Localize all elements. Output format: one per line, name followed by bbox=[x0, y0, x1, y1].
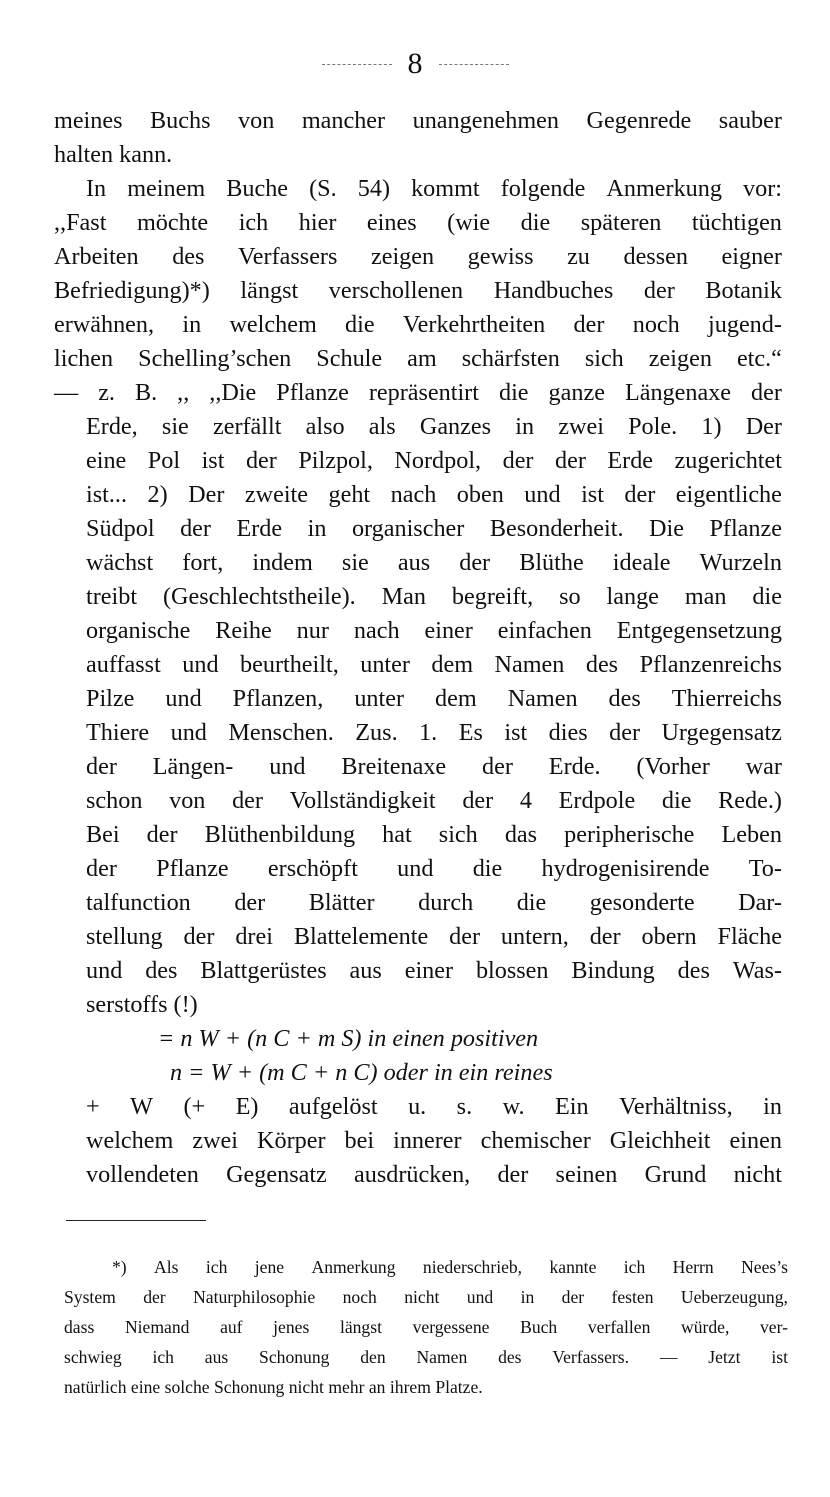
text-line: Pilze und Pflanzen, unter dem Namen des Thierreichs bbox=[86, 685, 782, 712]
text-line: Erde, sie zerfällt also als Ganzes in zwei Pole. 1) Der bbox=[86, 413, 782, 440]
text-line: stellung der drei Blattelemente der untern, der obern Fläche bbox=[86, 923, 782, 950]
footnote bbox=[64, 1252, 788, 1402]
text-line: + W (+ E) aufgelöst u. s. w. Ein Verhältniss, in bbox=[86, 1093, 782, 1120]
text-line: ist... 2) Der zweite geht nach oben und ist der eigentliche bbox=[86, 481, 782, 508]
text-line: meines Buchs von mancher unangenehmen Gegenrede sauber bbox=[54, 107, 782, 134]
footnote-divider bbox=[66, 1220, 206, 1221]
text-line: serstoffs (!) bbox=[86, 991, 198, 1018]
page-number: 8 bbox=[407, 47, 423, 80]
text-line: eine Pol ist der Pilzpol, Nordpol, der der Erde zugerichtet bbox=[86, 447, 782, 474]
page-header bbox=[0, 46, 830, 82]
text-line: talfunction der Blätter durch die gesonderte Dar- bbox=[86, 889, 782, 916]
text-line: erwähnen, in welchem die Verkehrtheiten der noch jugend- bbox=[54, 311, 782, 338]
header-rule-left bbox=[322, 64, 392, 65]
text-line: auffasst und beurtheilt, unter dem Namen des Pflanzenreichs bbox=[86, 651, 782, 678]
main-text bbox=[54, 104, 782, 1192]
text-line: treibt (Geschlechtstheile). Man begreift, so lange man die bbox=[86, 583, 782, 610]
text-line: lichen Schelling’schen Schule am schärfsten sich zeigen etc.“ bbox=[54, 345, 782, 372]
text-line: Bei der Blüthenbildung hat sich das peripherische Leben bbox=[86, 821, 782, 848]
text-line: Südpol der Erde in organischer Besonderheit. Die Pflanze bbox=[86, 515, 782, 542]
header-rule-right bbox=[439, 64, 509, 65]
text-line: welchem zwei Körper bei innerer chemischer Gleichheit einen bbox=[86, 1127, 782, 1154]
footnote-line: System der Naturphilosophie noch nicht und in der festen Ueberzeugung, bbox=[64, 1287, 788, 1307]
text-line: halten kann. bbox=[54, 141, 173, 168]
text-line: der Pflanze erschöpft und die hydrogenisirende To- bbox=[86, 855, 782, 882]
text-line: Arbeiten des Verfassers zeigen gewiss zu dessen eigner bbox=[54, 243, 782, 270]
text-line: vollendeten Gegensatz ausdrücken, der seinen Grund nicht bbox=[86, 1161, 782, 1188]
text-line: Thiere und Menschen. Zus. 1. Es ist dies der Urgegensatz bbox=[86, 719, 782, 746]
text-line: wächst fort, indem sie aus der Blüthe ideale Wurzeln bbox=[86, 549, 782, 576]
footnote-line: natürlich eine solche Schonung nicht mehr an ihrem Platze. bbox=[64, 1377, 483, 1397]
text-line: organische Reihe nur nach einer einfachen Entgegensetzung bbox=[86, 617, 782, 644]
footnote-line: *) Als ich jene Anmerkung niederschrieb, kannte ich Herrn Nees’s bbox=[112, 1257, 788, 1277]
formula-line: n = W + (m C + n C) oder in ein reines bbox=[170, 1059, 553, 1086]
text-line: ,,Fast möchte ich hier eines (wie die späteren tüchtigen bbox=[54, 209, 782, 236]
footnote-line: schwieg ich aus Schonung den Namen des Verfassers. — Jetzt ist bbox=[64, 1347, 788, 1367]
text-line: und des Blattgerüstes aus einer blossen Bindung des Was- bbox=[86, 957, 782, 984]
text-line: der Längen- und Breitenaxe der Erde. (Vorher war bbox=[86, 753, 782, 780]
text-line: In meinem Buche (S. 54) kommt folgende Anmerkung vor: bbox=[86, 175, 782, 202]
footnote-line: dass Niemand auf jenes längst vergessene Buch verfallen würde, ver- bbox=[64, 1317, 788, 1337]
text-line: Befriedigung)*) längst verschollenen Handbuches der Botanik bbox=[54, 277, 782, 304]
text-line: — z. B. ,, ,,Die Pflanze repräsentirt die ganze Längenaxe der bbox=[54, 379, 782, 406]
text-line: schon von der Vollständigkeit der 4 Erdpole die Rede.) bbox=[86, 787, 782, 814]
formula-line: = n W + (n C + m S) in einen positiven bbox=[158, 1025, 539, 1052]
